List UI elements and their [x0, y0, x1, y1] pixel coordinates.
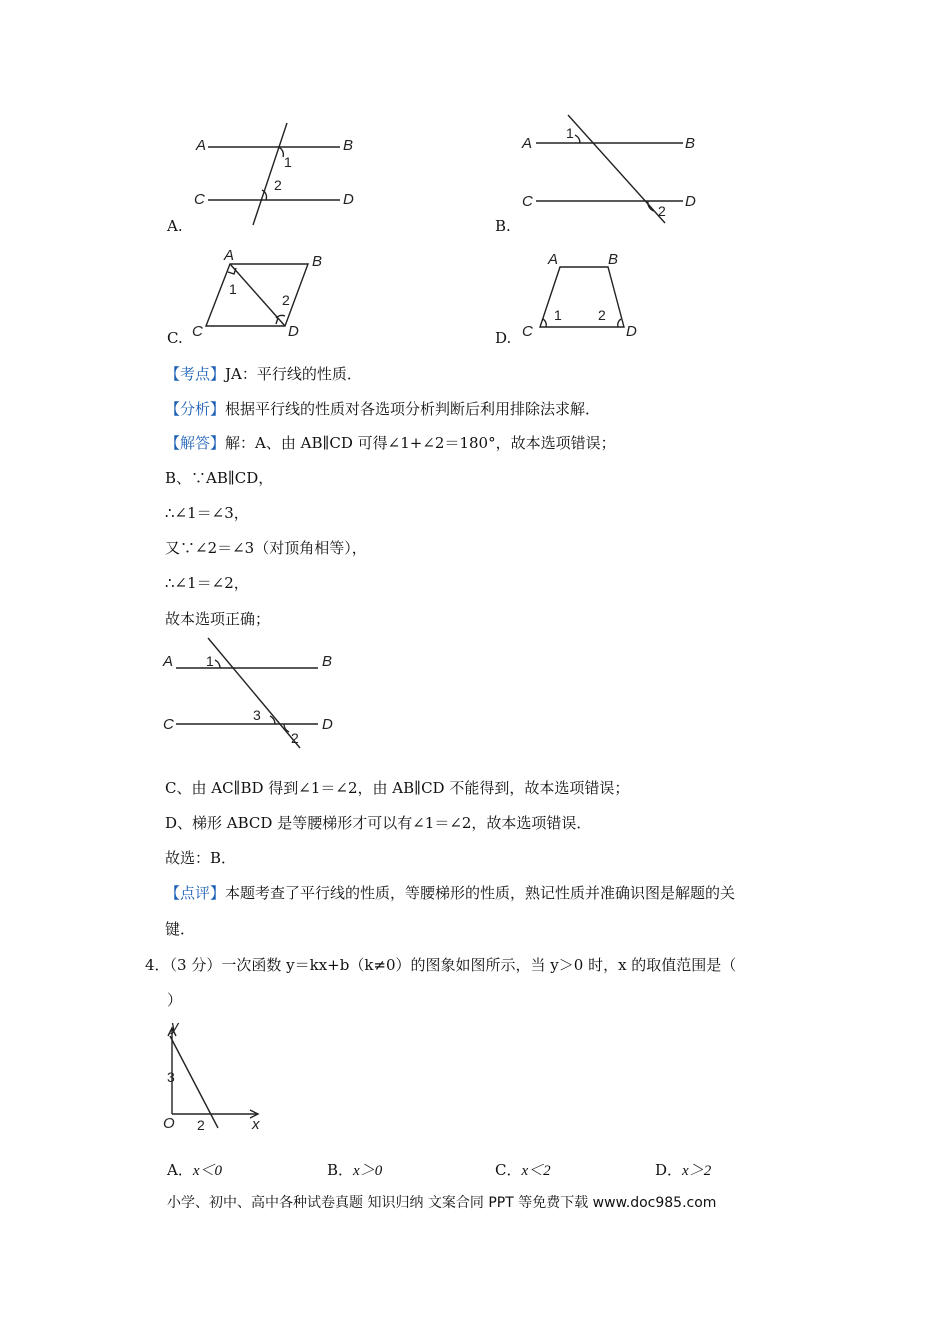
line-answer: 故选：B．: [165, 849, 237, 867]
fig-a-point-c: C: [194, 191, 205, 208]
question-4: [145, 955, 736, 975]
fig-d-point-a: A: [548, 251, 559, 268]
option-d: [655, 1160, 711, 1181]
figure-option-b: [518, 112, 708, 227]
option-a-text: x＜0: [192, 1163, 223, 1179]
graph-origin: O: [163, 1115, 175, 1132]
option-b-text: x＞0: [353, 1163, 383, 1179]
option-d-text: x＞2: [682, 1163, 712, 1179]
dianping-line-2: 键．: [165, 920, 196, 938]
fig-b-point-a: A: [522, 135, 533, 152]
sol-point-b: B: [322, 653, 333, 670]
sol-point-c: C: [163, 716, 174, 733]
fig-a-angle-2: 2: [274, 177, 282, 193]
option-c: [495, 1160, 551, 1181]
option-a: [167, 1160, 222, 1181]
dianping-tag: 【点评】: [165, 884, 226, 902]
graph-y-intercept: 3: [167, 1069, 175, 1085]
option-c-text: x＜2: [521, 1163, 551, 1179]
fig-c-point-a: A: [224, 247, 235, 264]
line-therefore-1: ∴∠1＝∠3，: [165, 504, 249, 522]
solution-figure: [160, 635, 350, 755]
line-correct: 故本选项正确；: [165, 610, 271, 628]
fig-a-point-a: A: [196, 137, 207, 154]
fig-b-point-c: C: [522, 193, 533, 210]
fig-d-point-b: B: [608, 251, 619, 268]
graph-x-intercept: 2: [197, 1117, 205, 1133]
fig-d-angle-2: 2: [598, 307, 606, 323]
line-d: D、梯形 ABCD 是等腰梯形才可以有∠1＝∠2，故本选项错误．: [165, 814, 592, 832]
fig-b-angle-2: 2: [658, 203, 666, 219]
fenxi-text: 根据平行线的性质对各选项分析判断后利用排除法求解．: [225, 400, 601, 418]
fig-a-angle-1: 1: [284, 154, 292, 170]
figure-b-label: B.: [495, 217, 511, 235]
fig-c-point-b: B: [312, 253, 323, 270]
fig-c-angle-1: 1: [229, 281, 237, 297]
question-number: 4．: [145, 956, 170, 974]
sol-point-a: A: [163, 653, 174, 670]
fig-a-point-b: B: [343, 137, 354, 154]
page-footer: 小学、初中、高中各种试卷真题 知识归纳 文案合同 PPT 等免费下载 www.doc985.com: [167, 1195, 717, 1211]
sol-angle-2: 2: [291, 730, 299, 746]
figure-d-label: D.: [495, 329, 512, 347]
fenxi-tag: 【分析】: [165, 400, 226, 418]
kaodian-tag: 【考点】: [165, 365, 226, 383]
option-a-letter: A．: [167, 1161, 193, 1179]
fig-c-angle-2: 2: [282, 292, 290, 308]
fig-d-point-c: C: [522, 323, 533, 340]
question-text: （3 分）一次函数 y＝kx+b（k≠0）的图象如图所示，当 y＞0 时，x 的取值范围是（: [169, 956, 737, 974]
option-b-letter: B．: [327, 1161, 354, 1179]
jieda-text: 解：A、由 AB∥CD 可得∠1+∠2＝180°，故本选项错误；: [225, 434, 616, 452]
kaodian-line: [165, 364, 362, 384]
line-c: C、由 AC∥BD 得到∠1＝∠2，由 AB∥CD 不能得到，故本选项错误；: [165, 779, 630, 797]
jieda-line: [165, 433, 616, 453]
dianping-text: 本题考查了平行线的性质，等腰梯形的性质，熟记性质并准确识图是解题的关: [225, 884, 736, 902]
figure-option-d: [518, 246, 658, 346]
linear-function-graph: [160, 1016, 270, 1136]
fig-d-angle-1: 1: [554, 307, 562, 323]
option-d-letter: D．: [655, 1161, 683, 1179]
line-b: B、∵AB∥CD，: [165, 469, 274, 487]
fig-a-point-d: D: [343, 191, 354, 208]
sol-angle-3: 3: [253, 707, 261, 723]
figure-c-label: C.: [167, 329, 183, 347]
figure-option-a: [190, 120, 370, 230]
fenxi-line: [165, 399, 600, 419]
line-because: 又∵∠2＝∠3（对顶角相等），: [165, 539, 367, 557]
fig-b-angle-1: 1: [566, 125, 574, 141]
line-therefore-2: ∴∠1＝∠2，: [165, 574, 249, 592]
graph-y-label: y: [171, 1018, 179, 1035]
fig-b-point-b: B: [685, 135, 696, 152]
graph-x-label: x: [252, 1116, 260, 1133]
sol-point-d: D: [322, 716, 333, 733]
option-c-letter: C．: [495, 1161, 522, 1179]
jieda-tag: 【解答】: [165, 434, 226, 452]
question-close-paren: ）: [167, 991, 183, 1009]
fig-d-point-d: D: [626, 323, 637, 340]
kaodian-text: JA：平行线的性质．: [225, 365, 362, 383]
fig-c-point-d: D: [288, 323, 299, 340]
figure-a-label: A.: [167, 217, 183, 235]
fig-b-point-d: D: [685, 193, 696, 210]
figure-option-c: [190, 246, 340, 346]
dianping-line: [165, 883, 735, 903]
sol-angle-1: 1: [206, 653, 214, 669]
fig-c-point-c: C: [192, 323, 203, 340]
option-b: [327, 1160, 382, 1181]
